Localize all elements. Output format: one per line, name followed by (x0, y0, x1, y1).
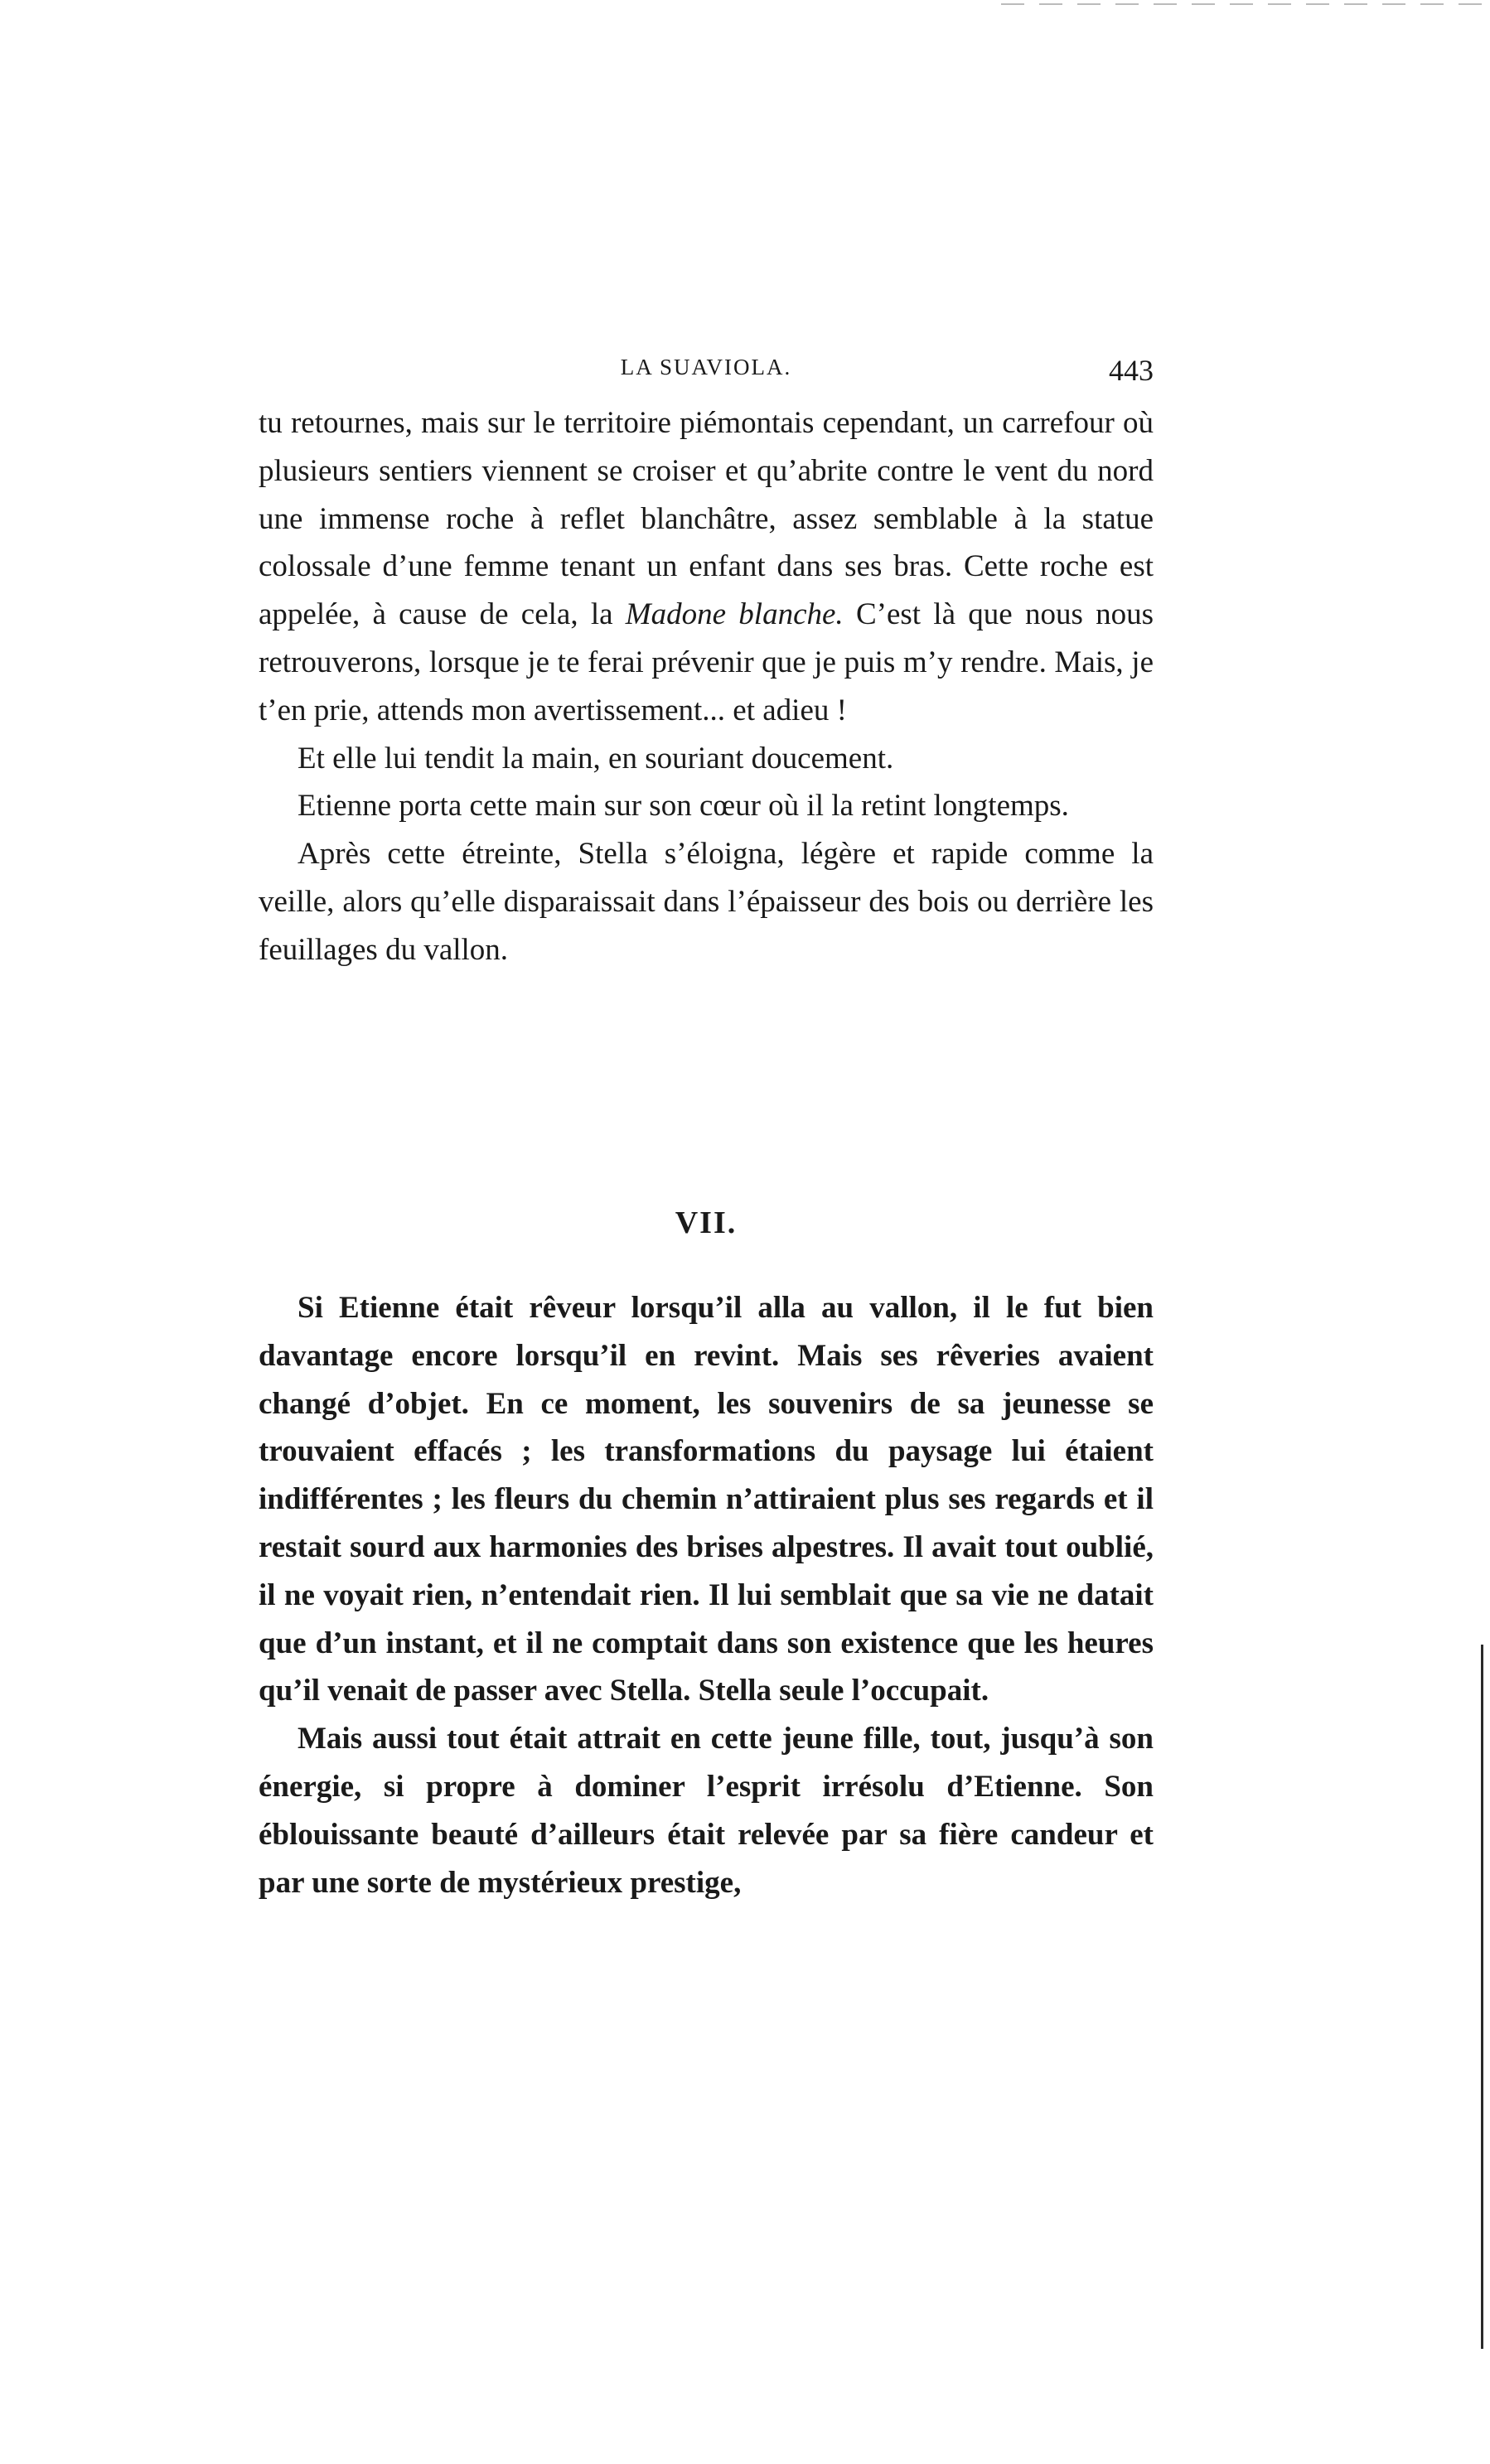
paragraph: Si Etienne était rêveur lorsqu’il alla au vallon, il le fut bien davantage encore lorsqu’il en revint. Mais ses rêveries avaient changé d’objet. En ce moment, les souvenirs de sa jeunesse se trouvaient effacés ; les transformations du paysage lui étaient indifférentes ; les fleurs du chemin n’attiraient plus ses regards et il restait sourd aux harmonies des brises alpestres. Il avait tout oublié, il ne voyait rien, n’entendait rien. Il lui semblait que sa vie ne datait que d’un instant, et il ne comptait dans son existence que les heures qu’il venait de passer avec Stella. Stella seule l’occupait. (259, 1291, 1154, 1708)
emphasis-madone-blanche: Madone blanche. (625, 597, 844, 632)
paragraph-text-continued: C’est là que nous nous retrouverons, lorsque je te ferai prévenir que je puis m’y rendre. Mais, je t’en prie, attends mon avertissement... et adieu ! (259, 597, 1154, 727)
paragraph: Après cette étreinte, Stella s’éloigna, légère et rapide comme la veille, alors qu’elle disparaissait dans l’épaisseur des bois ou derrière les feuillages du vallon. (259, 837, 1154, 967)
paragraph-text: tu retournes, mais sur le territoire piémontais cependant, un carrefour où plusieurs sentiers viennent se croiser et qu’abrite contre le vent du nord une immense roche à reflet blanchâtre, assez semblable à la statue colossale d’une femme tenant un enfant dans ses bras. Cette roche est appelée, à cause de cela, la (259, 406, 1154, 632)
running-title: LA SUAVIOLA. (620, 355, 792, 379)
page-number: 443 (1109, 354, 1154, 387)
chapter-heading: VII. (675, 1205, 738, 1240)
paragraph: Et elle lui tendit la main, en souriant doucement. (298, 741, 894, 775)
running-head (259, 355, 1154, 391)
scan-edge-mark (1001, 3, 1490, 5)
text-section-1 (259, 399, 1154, 974)
paragraph: Etienne porta cette main sur son cœur où il la retint longtemps. (298, 789, 1069, 824)
text-section-2 (259, 1284, 1154, 1906)
paragraph (259, 399, 1154, 735)
paragraph: Mais aussi tout était attrait en cette jeune fille, tout, jusqu’à son énergie, si propre à dominer l’esprit irrésolu d’Etienne. Son éblouissante beauté d’ailleurs était relevée par sa fière candeur et par une sorte de mystérieux prestige, (259, 1722, 1154, 1900)
scan-edge-line (1481, 1645, 1483, 2349)
